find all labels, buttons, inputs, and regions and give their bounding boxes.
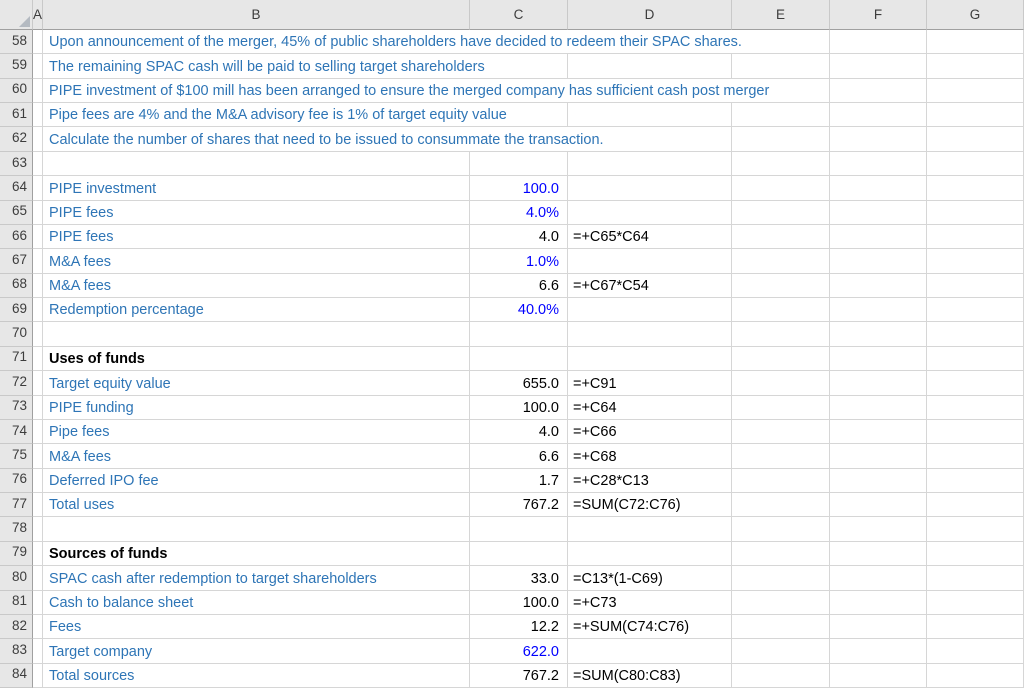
cell-A61[interactable] — [33, 103, 43, 127]
cell-C75[interactable]: 6.6 — [470, 444, 568, 468]
column-header-B[interactable]: B — [43, 0, 470, 30]
cell-G84[interactable] — [927, 664, 1024, 688]
cell-D74[interactable]: =+C66 — [568, 420, 732, 444]
cell-B72[interactable]: Target equity value — [43, 371, 470, 395]
column-header-G[interactable]: G — [927, 0, 1024, 30]
cell-F82[interactable] — [830, 615, 927, 639]
cell-C67[interactable]: 1.0% — [470, 249, 568, 273]
row-header-68[interactable]: 68 — [0, 274, 33, 298]
cell-G81[interactable] — [927, 591, 1024, 615]
cell-D70[interactable] — [568, 322, 732, 346]
cell-B63[interactable] — [43, 152, 470, 176]
cell-G80[interactable] — [927, 566, 1024, 590]
cell-G58[interactable] — [927, 30, 1024, 54]
cell-C74[interactable]: 4.0 — [470, 420, 568, 444]
cell-F79[interactable] — [830, 542, 927, 566]
select-all-corner[interactable] — [0, 0, 33, 30]
cell-E76[interactable] — [732, 469, 830, 493]
cell-A65[interactable] — [33, 201, 43, 225]
cell-D65[interactable] — [568, 201, 732, 225]
row-header-70[interactable]: 70 — [0, 322, 33, 346]
cell-A64[interactable] — [33, 176, 43, 200]
cell-F76[interactable] — [830, 469, 927, 493]
cell-D64[interactable] — [568, 176, 732, 200]
cell-G74[interactable] — [927, 420, 1024, 444]
cell-F84[interactable] — [830, 664, 927, 688]
cell-F66[interactable] — [830, 225, 927, 249]
cell-D73[interactable]: =+C64 — [568, 396, 732, 420]
cell-G75[interactable] — [927, 444, 1024, 468]
cell-B67[interactable]: M&A fees — [43, 249, 470, 273]
cell-C66[interactable]: 4.0 — [470, 225, 568, 249]
row-header-83[interactable]: 83 — [0, 639, 33, 663]
cell-A84[interactable] — [33, 664, 43, 688]
cell-F78[interactable] — [830, 517, 927, 541]
cell-A72[interactable] — [33, 371, 43, 395]
cell-F71[interactable] — [830, 347, 927, 371]
cell-F69[interactable] — [830, 298, 927, 322]
cell-D59[interactable] — [568, 54, 732, 78]
cell-F73[interactable] — [830, 396, 927, 420]
cell-F65[interactable] — [830, 201, 927, 225]
cell-A63[interactable] — [33, 152, 43, 176]
cell-B68[interactable]: M&A fees — [43, 274, 470, 298]
cell-C82[interactable]: 12.2 — [470, 615, 568, 639]
cell-G64[interactable] — [927, 176, 1024, 200]
cell-B58[interactable]: Upon announcement of the merger, 45% of public shareholders have decided to redeem their SPAC shares. — [43, 30, 830, 54]
cell-D61[interactable] — [568, 103, 732, 127]
cell-D76[interactable]: =+C28*C13 — [568, 469, 732, 493]
cell-D81[interactable]: =+C73 — [568, 591, 732, 615]
cell-A77[interactable] — [33, 493, 43, 517]
cell-D69[interactable] — [568, 298, 732, 322]
row-header-79[interactable]: 79 — [0, 542, 33, 566]
row-header-63[interactable]: 63 — [0, 152, 33, 176]
cell-A75[interactable] — [33, 444, 43, 468]
cell-C68[interactable]: 6.6 — [470, 274, 568, 298]
cell-B84[interactable]: Total sources — [43, 664, 470, 688]
cell-F80[interactable] — [830, 566, 927, 590]
cell-E70[interactable] — [732, 322, 830, 346]
cell-A79[interactable] — [33, 542, 43, 566]
cell-E75[interactable] — [732, 444, 830, 468]
row-header-69[interactable]: 69 — [0, 298, 33, 322]
cell-A67[interactable] — [33, 249, 43, 273]
cell-C64[interactable]: 100.0 — [470, 176, 568, 200]
cell-F83[interactable] — [830, 639, 927, 663]
row-header-65[interactable]: 65 — [0, 201, 33, 225]
cell-E67[interactable] — [732, 249, 830, 273]
row-header-84[interactable]: 84 — [0, 664, 33, 688]
cell-C83[interactable]: 622.0 — [470, 639, 568, 663]
cell-E77[interactable] — [732, 493, 830, 517]
cell-G71[interactable] — [927, 347, 1024, 371]
column-header-C[interactable]: C — [470, 0, 568, 30]
row-header-58[interactable]: 58 — [0, 30, 33, 54]
cell-A71[interactable] — [33, 347, 43, 371]
cell-C63[interactable] — [470, 152, 568, 176]
cell-F75[interactable] — [830, 444, 927, 468]
cell-A68[interactable] — [33, 274, 43, 298]
cell-D63[interactable] — [568, 152, 732, 176]
cell-C69[interactable]: 40.0% — [470, 298, 568, 322]
row-header-66[interactable]: 66 — [0, 225, 33, 249]
cell-G59[interactable] — [927, 54, 1024, 78]
cell-D84[interactable]: =SUM(C80:C83) — [568, 664, 732, 688]
cell-B77[interactable]: Total uses — [43, 493, 470, 517]
select-all-triangle-icon — [19, 16, 30, 27]
cell-F59[interactable] — [830, 54, 927, 78]
cell-B71[interactable]: Uses of funds — [43, 347, 470, 371]
row-header-78[interactable]: 78 — [0, 517, 33, 541]
cell-A59[interactable] — [33, 54, 43, 78]
cell-E73[interactable] — [732, 396, 830, 420]
cell-D79[interactable] — [568, 542, 732, 566]
cell-C71[interactable] — [470, 347, 568, 371]
row-header-72[interactable]: 72 — [0, 371, 33, 395]
cell-G73[interactable] — [927, 396, 1024, 420]
cell-F64[interactable] — [830, 176, 927, 200]
cell-B61[interactable]: Pipe fees are 4% and the M&A advisory fee is 1% of target equity value — [43, 103, 568, 127]
cell-C80[interactable]: 33.0 — [470, 566, 568, 590]
cell-A81[interactable] — [33, 591, 43, 615]
cell-E61[interactable] — [732, 103, 830, 127]
cell-A62[interactable] — [33, 127, 43, 151]
cell-F62[interactable] — [830, 127, 927, 151]
cell-F67[interactable] — [830, 249, 927, 273]
cell-D72[interactable]: =+C91 — [568, 371, 732, 395]
cell-F68[interactable] — [830, 274, 927, 298]
cell-C76[interactable]: 1.7 — [470, 469, 568, 493]
row-header-59[interactable]: 59 — [0, 54, 33, 78]
cell-B65[interactable]: PIPE fees — [43, 201, 470, 225]
cell-D67[interactable] — [568, 249, 732, 273]
cell-D66[interactable]: =+C65*C64 — [568, 225, 732, 249]
row-header-80[interactable]: 80 — [0, 566, 33, 590]
cell-G83[interactable] — [927, 639, 1024, 663]
cell-E82[interactable] — [732, 615, 830, 639]
cell-B60[interactable]: PIPE investment of $100 mill has been arranged to ensure the merged company has sufficient cash post merger — [43, 79, 830, 103]
cell-C73[interactable]: 100.0 — [470, 396, 568, 420]
cell-F81[interactable] — [830, 591, 927, 615]
cell-B82[interactable]: Fees — [43, 615, 470, 639]
cell-G69[interactable] — [927, 298, 1024, 322]
row-header-60[interactable]: 60 — [0, 79, 33, 103]
cell-B78[interactable] — [43, 517, 470, 541]
cell-F63[interactable] — [830, 152, 927, 176]
cell-C84[interactable]: 767.2 — [470, 664, 568, 688]
cell-B79[interactable]: Sources of funds — [43, 542, 470, 566]
cell-B59[interactable]: The remaining SPAC cash will be paid to selling target shareholders — [43, 54, 568, 78]
cell-E69[interactable] — [732, 298, 830, 322]
cell-F61[interactable] — [830, 103, 927, 127]
cell-G67[interactable] — [927, 249, 1024, 273]
row-header-62[interactable]: 62 — [0, 127, 33, 151]
cell-B64[interactable]: PIPE investment — [43, 176, 470, 200]
cell-A78[interactable] — [33, 517, 43, 541]
row-header-76[interactable]: 76 — [0, 469, 33, 493]
cell-A60[interactable] — [33, 79, 43, 103]
column-header-F[interactable]: F — [830, 0, 927, 30]
cell-B76[interactable]: Deferred IPO fee — [43, 469, 470, 493]
cell-F77[interactable] — [830, 493, 927, 517]
cell-E74[interactable] — [732, 420, 830, 444]
cell-D77[interactable]: =SUM(C72:C76) — [568, 493, 732, 517]
cell-B69[interactable]: Redemption percentage — [43, 298, 470, 322]
cell-A80[interactable] — [33, 566, 43, 590]
cell-A83[interactable] — [33, 639, 43, 663]
cell-E84[interactable] — [732, 664, 830, 688]
cell-G63[interactable] — [927, 152, 1024, 176]
cell-G61[interactable] — [927, 103, 1024, 127]
row-header-67[interactable]: 67 — [0, 249, 33, 273]
cell-C72[interactable]: 655.0 — [470, 371, 568, 395]
cell-E65[interactable] — [732, 201, 830, 225]
cell-A76[interactable] — [33, 469, 43, 493]
row-header-74[interactable]: 74 — [0, 420, 33, 444]
cell-G62[interactable] — [927, 127, 1024, 151]
cell-E68[interactable] — [732, 274, 830, 298]
row-header-64[interactable]: 64 — [0, 176, 33, 200]
cell-B81[interactable]: Cash to balance sheet — [43, 591, 470, 615]
cell-F60[interactable] — [830, 79, 927, 103]
cell-G70[interactable] — [927, 322, 1024, 346]
cell-E62[interactable] — [732, 127, 830, 151]
cell-B74[interactable]: Pipe fees — [43, 420, 470, 444]
cell-E71[interactable] — [732, 347, 830, 371]
cell-G76[interactable] — [927, 469, 1024, 493]
cell-G77[interactable] — [927, 493, 1024, 517]
cell-E80[interactable] — [732, 566, 830, 590]
column-header-E[interactable]: E — [732, 0, 830, 30]
cell-B62[interactable]: Calculate the number of shares that need to be issued to consummate the transaction. — [43, 127, 732, 151]
cell-A74[interactable] — [33, 420, 43, 444]
row-header-61[interactable]: 61 — [0, 103, 33, 127]
cell-G78[interactable] — [927, 517, 1024, 541]
cell-G65[interactable] — [927, 201, 1024, 225]
cell-E78[interactable] — [732, 517, 830, 541]
cell-A58[interactable] — [33, 30, 43, 54]
cell-A66[interactable] — [33, 225, 43, 249]
cell-B70[interactable] — [43, 322, 470, 346]
cell-E59[interactable] — [732, 54, 830, 78]
cell-D83[interactable] — [568, 639, 732, 663]
row-header-82[interactable]: 82 — [0, 615, 33, 639]
cell-F58[interactable] — [830, 30, 927, 54]
cell-F74[interactable] — [830, 420, 927, 444]
cell-A70[interactable] — [33, 322, 43, 346]
column-header-D[interactable]: D — [568, 0, 732, 30]
cell-B83[interactable]: Target company — [43, 639, 470, 663]
cell-F72[interactable] — [830, 371, 927, 395]
cell-E66[interactable] — [732, 225, 830, 249]
cell-C79[interactable] — [470, 542, 568, 566]
cell-D82[interactable]: =+SUM(C74:C76) — [568, 615, 732, 639]
row-header-77[interactable]: 77 — [0, 493, 33, 517]
cell-D80[interactable]: =C13*(1-C69) — [568, 566, 732, 590]
cell-D68[interactable]: =+C67*C54 — [568, 274, 732, 298]
row-header-81[interactable]: 81 — [0, 591, 33, 615]
cell-B66[interactable]: PIPE fees — [43, 225, 470, 249]
cell-C65[interactable]: 4.0% — [470, 201, 568, 225]
cell-E72[interactable] — [732, 371, 830, 395]
cell-E81[interactable] — [732, 591, 830, 615]
cell-G68[interactable] — [927, 274, 1024, 298]
cell-C78[interactable] — [470, 517, 568, 541]
cell-G82[interactable] — [927, 615, 1024, 639]
cell-D78[interactable] — [568, 517, 732, 541]
cell-B80[interactable]: SPAC cash after redemption to target shareholders — [43, 566, 470, 590]
cell-A69[interactable] — [33, 298, 43, 322]
cell-C70[interactable] — [470, 322, 568, 346]
column-header-A[interactable]: A — [33, 0, 43, 30]
row-header-71[interactable]: 71 — [0, 347, 33, 371]
cell-G66[interactable] — [927, 225, 1024, 249]
cell-D71[interactable] — [568, 347, 732, 371]
cell-B75[interactable]: M&A fees — [43, 444, 470, 468]
cell-F70[interactable] — [830, 322, 927, 346]
row-header-75[interactable]: 75 — [0, 444, 33, 468]
cell-G79[interactable] — [927, 542, 1024, 566]
cell-E64[interactable] — [732, 176, 830, 200]
cell-E79[interactable] — [732, 542, 830, 566]
cell-A73[interactable] — [33, 396, 43, 420]
cell-C81[interactable]: 100.0 — [470, 591, 568, 615]
cell-A82[interactable] — [33, 615, 43, 639]
cell-E63[interactable] — [732, 152, 830, 176]
row-header-73[interactable]: 73 — [0, 396, 33, 420]
cell-G60[interactable] — [927, 79, 1024, 103]
cell-B73[interactable]: PIPE funding — [43, 396, 470, 420]
cell-C77[interactable]: 767.2 — [470, 493, 568, 517]
cell-E83[interactable] — [732, 639, 830, 663]
cell-D75[interactable]: =+C68 — [568, 444, 732, 468]
cell-G72[interactable] — [927, 371, 1024, 395]
